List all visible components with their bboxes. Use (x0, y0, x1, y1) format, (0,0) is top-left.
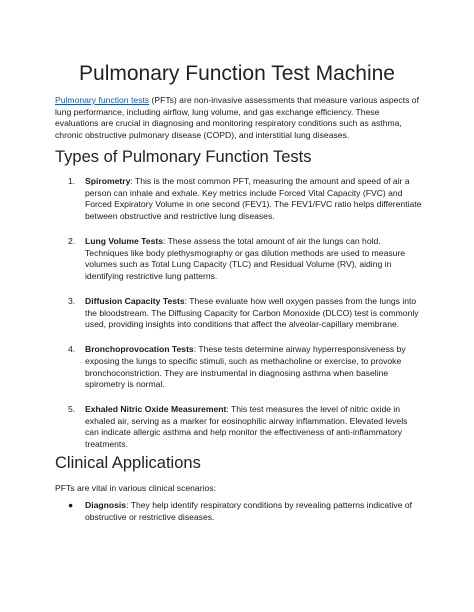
item-term: Bronchoprovocation Tests (85, 344, 194, 355)
clinical-intro: PFTs are vital in various clinical scenarios: (55, 483, 216, 493)
item-number: 3. (68, 295, 76, 306)
list-item (55, 500, 423, 523)
item-term: Diffusion Capacity Tests (85, 295, 185, 306)
item-term: Lung Volume Tests (85, 235, 163, 246)
list-item (55, 296, 423, 331)
item-term: Exhaled Nitric Oxide Measurement (85, 404, 227, 415)
intro-paragraph (55, 95, 423, 141)
types-heading: Types of Pulmonary Function Tests (55, 148, 312, 166)
item-number: 1. (68, 176, 76, 186)
page-title: Pulmonary Function Test Machine (79, 62, 395, 85)
intro-text: (PFTs) are non-invasive assessments that measure various aspects of lung performance, including airflow, lung volume, and gas exchange efficiency. These evaluations are crucial in diagnosing and monitoring respiratory conditions such as asthma, chronic obstructive pulmonary disease (COPD), and interstitial lung diseases. (55, 95, 419, 140)
item-description: : These evaluate how well oxygen passes from the lungs into the bloodstream. The Diffusing Capacity for Carbon Monoxide (DLCO) test is commonly used, providing insights into conditions that affect the alveolar-capillary membrane. (85, 295, 419, 330)
item-description: : This test measures the level of nitric oxide in exhaled air, serving as a marker for eosinophilic airway inflammation. Elevated levels can indicate allergic asthma and help monitor the effectiveness of anti-inflammatory treatments. (85, 404, 408, 450)
item-term: Spirometry (85, 176, 131, 186)
item-description: : They help identify respiratory conditions by revealing patterns indicative of obstructive or restrictive diseases. (85, 500, 413, 522)
item-description: : This is the most common PFT, measuring the amount and speed of air a person can inhale and exhale. Key metrics include Forced Vital Capacity (FVC) and Forced Expiratory Volume in one second (FEV1). The FEV1/FVC ratio helps differentiate between obstructive and restrictive lung diseases. (85, 176, 422, 221)
list-item (55, 344, 423, 390)
uses-list (55, 500, 423, 523)
bullet-icon: ● (68, 500, 74, 510)
list-item (55, 236, 423, 282)
pft-link[interactable]: Pulmonary function tests (55, 95, 150, 105)
item-number: 4. (68, 344, 76, 355)
item-description: : These assess the total amount of air the lungs can hold. Techniques like body plethysmography or gas dilution methods are used to measure volumes such as Total Lung Capacity (TLC) and Residual Volume (RV), aiding in identifying restrictive lung patterns. (85, 235, 406, 281)
list-item (55, 176, 423, 222)
item-number: 2. (68, 235, 76, 246)
item-term: Diagnosis (85, 500, 127, 510)
item-description: : These tests determine airway hyperresponsiveness by exposing the lungs to specific stimuli, such as methacholine or exercise, to provoke bronchoconstriction. They are instrumental in diagnosing asthma when baseline spirometry is normal. (85, 344, 406, 390)
item-number: 5. (68, 404, 76, 415)
clinical-heading: Clinical Applications (55, 454, 201, 472)
list-item (55, 404, 423, 450)
types-list (55, 176, 423, 464)
